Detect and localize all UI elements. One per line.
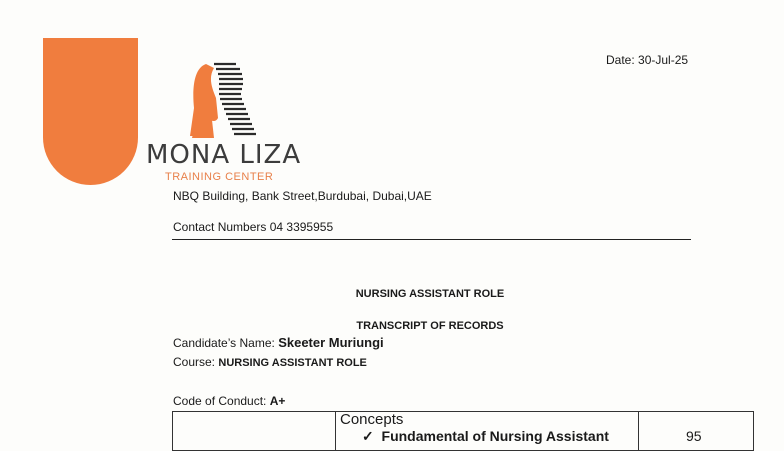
logo-orange-shield (43, 38, 138, 185)
brand-name: MONA LIZA (146, 140, 302, 170)
mona-liza-logo-icon (186, 58, 258, 142)
table-row-subject (362, 427, 609, 445)
candidate-name (173, 335, 384, 351)
date-label: Date: (606, 53, 635, 67)
course-label: Course: (173, 355, 216, 369)
document-date (606, 52, 688, 68)
contact-numbers (173, 219, 333, 235)
transcript-heading: TRANSCRIPT OF RECORDS (356, 320, 504, 332)
table-column-divider (335, 412, 336, 450)
date-value: 30-Jul-25 (638, 53, 689, 67)
candidate-name-label: Candidate’s Name: (173, 336, 275, 350)
table-section-label: Concepts (340, 411, 404, 428)
header-divider (172, 239, 691, 240)
conduct-label: Code of Conduct: (173, 394, 267, 408)
candidate-name-value: Skeeter Muriungi (278, 335, 384, 350)
role-heading: NURSING ASSISTANT ROLE (355, 288, 505, 300)
check-icon: ✓ (362, 428, 374, 444)
code-of-conduct (173, 393, 285, 409)
conduct-value: A+ (269, 394, 286, 408)
table-column-divider (638, 412, 639, 450)
course (173, 354, 367, 371)
contact-value: 04 3395955 (269, 220, 334, 234)
contact-label: Contact Numbers (173, 220, 267, 234)
brand-subtitle: TRAINING CENTER (165, 171, 274, 183)
table-row-score: 95 (686, 428, 702, 444)
course-value: NURSING ASSISTANT ROLE (218, 357, 367, 369)
address: NBQ Building, Bank Street,Burdubai, Dubai,UAE (173, 189, 432, 203)
subject-name: Fundamental of Nursing Assistant (381, 428, 609, 444)
